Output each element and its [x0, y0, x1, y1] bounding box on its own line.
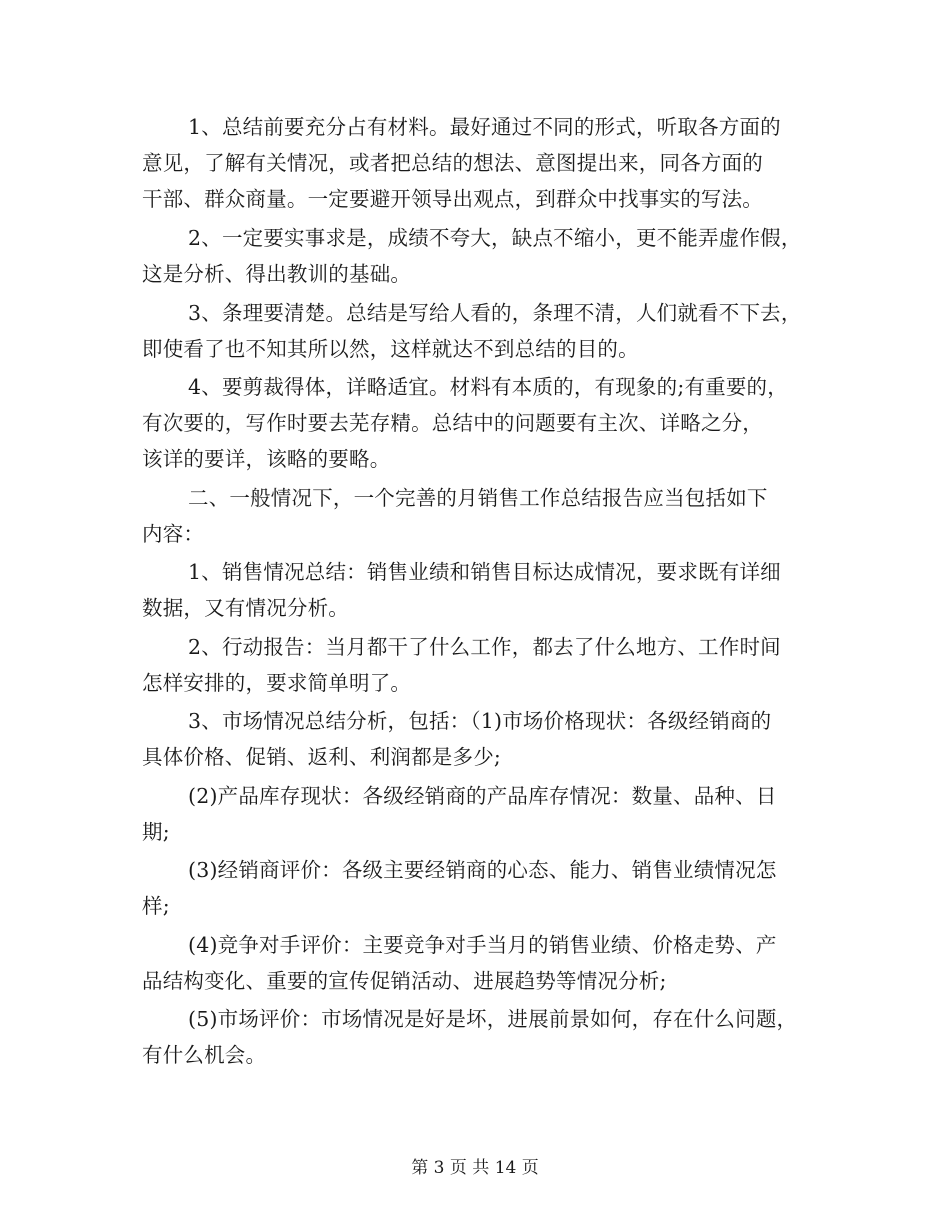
paragraph-line: 怎样安排的，要求简单明了。 — [142, 671, 412, 695]
paragraph-line: 3、条理要清楚。总结是写给人看的，条理不清，人们就看不下去， — [188, 301, 802, 325]
paragraph-line: 样; — [142, 894, 170, 918]
paragraph-line: 有次要的，写作时要去芜存精。总结中的问题要有主次、详略之分， — [142, 411, 763, 435]
paragraph-line: 1、总结前要充分占有材料。最好通过不同的形式，听取各方面的 — [188, 115, 781, 139]
paragraph-line: 该详的要详，该略的要略。 — [142, 447, 391, 471]
paragraph-line: 4、要剪裁得体，详略适宜。材料有本质的，有现象的;有重要的， — [188, 375, 788, 399]
page-number-footer: 第 3 页 共 14 页 — [411, 1158, 539, 1178]
paragraph-line: 2、行动报告：当月都干了什么工作，都去了什么地方、工作时间 — [188, 635, 781, 659]
paragraph-line: 内容： — [142, 522, 205, 546]
paragraph-line: 2、一定要实事求是，成绩不夸大，缺点不缩小，更不能弄虚作假， — [188, 226, 802, 250]
paragraph-line: (2)产品库存现状：各级经销商的产品库存情况：数量、品种、日 — [188, 784, 777, 808]
section-heading: 二、一般情况下，一个完善的月销售工作总结报告应当包括如下 — [188, 486, 768, 510]
paragraph-line: 具体价格、促销、返利、利润都是多少; — [142, 745, 502, 769]
paragraph-line: (5)市场评价：市场情况是好是坏，进展前景如何，存在什么问题， — [188, 1007, 798, 1031]
paragraph-line: 1、销售情况总结：销售业绩和销售目标达成情况，要求既有详细 — [188, 560, 781, 584]
paragraph-line: 有什么机会。 — [142, 1043, 267, 1067]
paragraph-line: 这是分析、得出教训的基础。 — [142, 262, 412, 286]
paragraph-line: (3)经销商评价：各级主要经销商的心态、能力、销售业绩情况怎 — [188, 858, 777, 882]
paragraph-line: 3、市场情况总结分析，包括：（1)市场价格现状：各级经销商的 — [188, 709, 772, 733]
paragraph-line: 期; — [142, 820, 170, 844]
paragraph-line: 即使看了也不知其所以然，这样就达不到总结的目的。 — [142, 337, 639, 361]
paragraph-line: 品结构变化、重要的宣传促销活动、进展趋势等情况分析; — [142, 969, 667, 993]
paragraph-line: (4)竞争对手评价：主要竞争对手当月的销售业绩、价格走势、产 — [188, 933, 777, 957]
paragraph-line: 干部、群众商量。一定要避开领导出观点，到群众中找事实的写法。 — [142, 187, 763, 211]
paragraph-line: 意见，了解有关情况，或者把总结的想法、意图提出来，同各方面的 — [142, 151, 763, 175]
paragraph-line: 数据，又有情况分析。 — [142, 596, 349, 620]
